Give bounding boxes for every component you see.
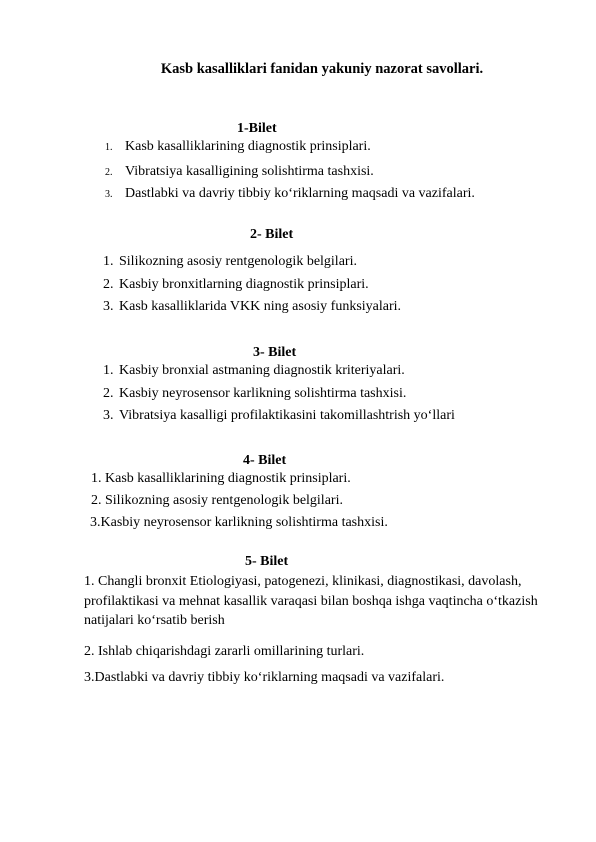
ticket-2-item-2 <box>103 276 369 294</box>
ticket-2-item-1 <box>103 253 357 271</box>
ticket-3-heading: 3- Bilet <box>253 345 297 360</box>
ticket-4-item-3: 3.Kasbiy neyrosensor karlikning solishtirma tashxisi. <box>90 515 388 530</box>
ticket-3-item-1 <box>103 362 405 380</box>
item-text: Vibratsiya kasalligining solishtirma tashxisi. <box>125 164 374 179</box>
ticket-2-item-3 <box>103 298 401 316</box>
ticket-4-heading: 4- Bilet <box>243 453 287 468</box>
ticket-5-heading: 5- Bilet <box>245 554 289 569</box>
item-text: Kasbiy bronxitlarning diagnostik prinsiplari. <box>119 277 369 292</box>
item-number: 2. <box>105 167 113 178</box>
ticket-1-item-2 <box>105 163 374 182</box>
ticket-3-item-2 <box>103 385 406 403</box>
item-number: 2. <box>103 386 114 401</box>
ticket-5-item-2: 2. Ishlab chiqarishdagi zararli omillarining turlari. <box>84 644 365 659</box>
ticket-1-heading: 1-Bilet <box>237 121 277 136</box>
ticket-2-heading: 2- Bilet <box>250 227 294 242</box>
item-text: Kasbiy neyrosensor karlikning solishtirma tashxisi. <box>119 386 407 401</box>
item-text: Silikozning asosiy rentgenologik belgilari. <box>119 254 357 269</box>
item-number: 3. <box>105 189 113 200</box>
ticket-1-item-3 <box>105 185 475 204</box>
ticket-4-item-1: 1. Kasb kasalliklarining diagnostik prinsiplari. <box>91 471 351 486</box>
item-number: 2. <box>103 277 114 292</box>
item-number: 3. <box>103 299 114 314</box>
document-title: Kasb kasalliklari fanidan yakuniy nazorat savollari. <box>160 61 484 77</box>
ticket-4-item-2: 2. Silikozning asosiy rentgenologik belgilari. <box>91 493 343 508</box>
item-text: Kasb kasalliklarida VKK ning asosiy funksiyalari. <box>119 299 402 314</box>
ticket-1-item-1 <box>105 138 371 157</box>
item-text: Kasb kasalliklarining diagnostik prinsiplari. <box>125 139 371 154</box>
item-number: 1. <box>103 254 114 269</box>
item-number: 3. <box>103 408 114 423</box>
item-text: Vibratsiya kasalligi profilaktikasini takomillashtrish yo‘llari <box>119 408 455 423</box>
item-text: Dastlabki va davriy tibbiy ko‘riklarning maqsadi va vazifalari. <box>125 186 475 201</box>
item-number: 1. <box>103 363 114 378</box>
item-text: Kasbiy bronxial astmaning diagnostik kriteriyalari. <box>119 363 405 378</box>
item-number: 1. <box>105 142 113 153</box>
ticket-3-item-3 <box>103 407 455 425</box>
ticket-5-item-3: 3.Dastlabki va davriy tibbiy ko‘riklarning maqsadi va vazifalari. <box>84 670 445 685</box>
ticket-5-item-1: 1. Changli bronxit Etiologiyasi, patogenezi, klinikasi, diagnostikasi, davolash, profilaktikasi va mehnat kasallik varaqasi bilan boshqa ishga vaqtincha o‘tkazish natijalari ko‘rsatib berish <box>84 574 538 628</box>
